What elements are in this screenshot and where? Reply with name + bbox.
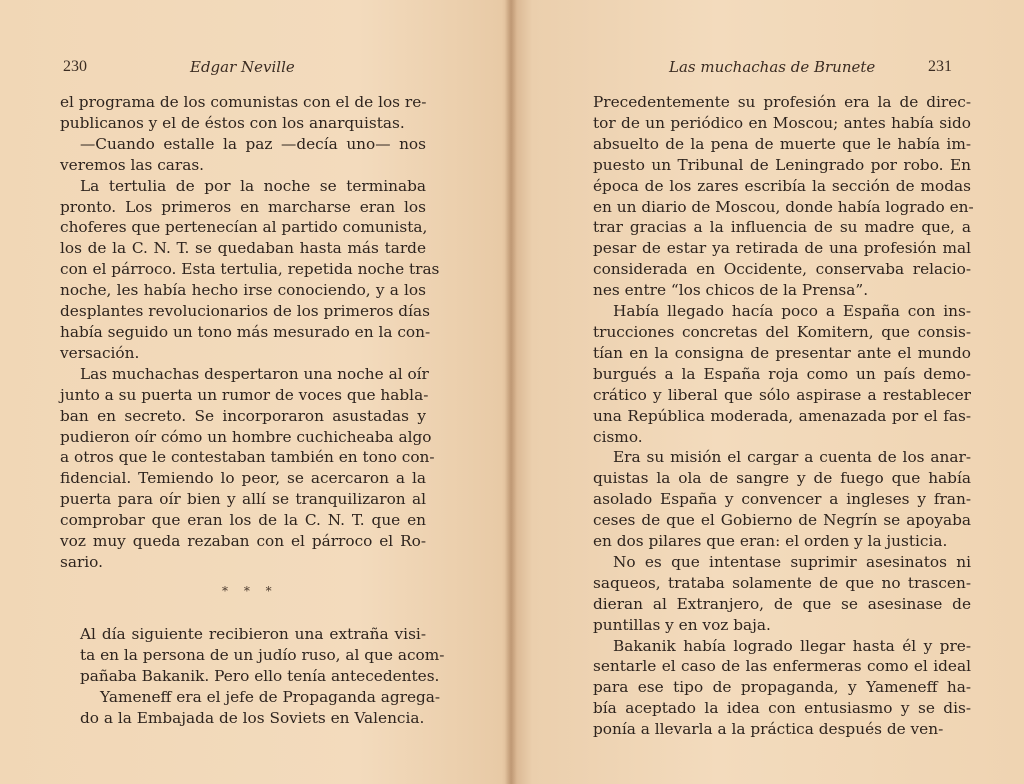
text-line: quistas la ola de sangre y de fuego que había [593, 469, 971, 488]
text-line: choferes que pertenecían al partido comunista, [60, 218, 428, 237]
text-line: pesar de estar ya retirada de una profesión mal [593, 239, 971, 258]
text-line: época de los zares escribía la sección de modas [593, 176, 971, 195]
text-line: puntillas y en voz baja. [593, 615, 771, 634]
text-line: ponía a llevarla a la práctica después de ven- [593, 720, 944, 739]
text-line: Bakanik había logrado llegar hasta él y pre- [613, 636, 971, 655]
right-page [512, 0, 1024, 784]
text-line: bía aceptado la idea con entusiasmo y se dis- [593, 699, 971, 718]
text-line: fidencial. Temiendo lo peor, se acercaron a la [60, 469, 426, 488]
text-line: con el párroco. Esta tertulia, repetida noche tras [60, 260, 440, 279]
right-text-block [593, 92, 974, 740]
text-line: dieran al Extranjero, de que se asesinase de [593, 594, 971, 613]
text-line: considerada en Occidente, conservaba relacio- [593, 260, 971, 279]
text-line: en dos pilares que eran: el orden y la justicia. [593, 532, 948, 551]
text-line: pudieron oír cómo un hombre cuchicheaba algo [60, 427, 432, 446]
text-line: versación. [60, 343, 140, 362]
left-text-block-2 [80, 624, 445, 729]
text-line: había seguido un tono más mesurado en la con- [60, 322, 431, 341]
text-line: ta en la persona de un judío ruso, al que acom- [80, 645, 445, 664]
text-line: puerta para oír bien y allí se tranquilizaron al [60, 490, 426, 509]
text-line: junto a su puerta un rumor de voces que habla- [60, 385, 429, 404]
text-line: para ese tipo de propaganda, y Yameneff ha- [593, 678, 971, 697]
page-number-left: 230 [63, 58, 87, 75]
running-head-author: Edgar Neville [190, 58, 295, 76]
text-line: Había llegado hacía poco a España con ins- [613, 302, 971, 321]
text-line: Yameneff era el jefe de Propaganda agrega- [100, 687, 441, 706]
text-line: publicanos y el de éstos con los anarquistas. [60, 113, 405, 132]
text-line: crático y liberal que sólo aspirase a restablecer [593, 385, 971, 404]
text-line: veremos las caras. [60, 155, 205, 174]
text-line: burgués a la España roja como un país demo- [593, 364, 971, 383]
text-line: comprobar que eran los de la C. N. T. que en [60, 511, 426, 530]
text-line: una República moderada, amenazada por el fas- [593, 406, 971, 425]
text-line: voz muy queda rezaban con el párroco el Ro- [60, 532, 426, 551]
left-page [0, 0, 508, 784]
text-line: trar gracias a la influencia de su madre que, a [593, 218, 971, 237]
text-line: sario. [60, 552, 103, 571]
text-line: sentarle el caso de las enfermeras como el ideal [593, 657, 971, 676]
text-line: ban en secreto. Se incorporaron asustadas y [60, 406, 426, 425]
text-line: Las muchachas despertaron una noche al oír [80, 364, 429, 383]
text-line: tor de un periódico en Moscou; antes había sido [593, 113, 971, 132]
text-line: asolado España y convencer a ingleses y fran- [593, 490, 971, 509]
text-line: saqueos, trataba solamente de que no trascen- [593, 573, 971, 592]
left-text-block-1 [60, 92, 440, 573]
running-head-title: Las muchachas de Brunete [669, 58, 876, 76]
text-line: tían en la consigna de presentar ante el mundo [593, 343, 971, 362]
text-line: a otros que le contestaban también en tono con- [60, 448, 435, 467]
text-line: Al día siguiente recibieron una extraña visi- [80, 625, 426, 643]
text-line: absuelto de la pena de muerte que le había im- [593, 134, 971, 153]
text-line: desplantes revolucionarios de los primeros días [60, 302, 430, 321]
text-line: noche, les había hecho irse conociendo, y a los [60, 281, 426, 300]
page-number-right: 231 [928, 58, 952, 75]
text-line: Era su misión el cargar a cuenta de los anar- [613, 448, 971, 467]
text-line: en un diario de Moscou, donde había logrado en- [593, 197, 974, 216]
text-line: trucciones concretas del Komitern, que consis- [593, 322, 971, 341]
text-line: los de la C. N. T. se quedaban hasta más tarde [60, 239, 426, 258]
text-line: La tertulia de por la noche se terminaba [80, 176, 426, 195]
text-line: do a la Embajada de los Soviets en Valencia. [80, 708, 425, 727]
text-line: Precedentemente su profesión era la de direc- [593, 93, 971, 111]
text-line: —Cuando estalle la paz —decía uno— nos [80, 134, 426, 153]
text-line: pañaba Bakanik. Pero ello tenía antecedentes. [80, 666, 440, 685]
text-line: cismo. [593, 427, 643, 446]
text-line: puesto un Tribunal de Leningrado por robo. En [593, 155, 971, 174]
text-line: nes entre “los chicos de la Prensa”. [593, 281, 869, 300]
text-line: ceses de que el Gobierno de Negrín se apoyaba [593, 511, 971, 530]
text-line: No es que intentase suprimir asesinatos ni [613, 552, 971, 571]
text-line: pronto. Los primeros en marcharse eran los [60, 197, 426, 216]
section-divider: * * * [222, 584, 278, 598]
text-line: el programa de los comunistas con el de los re- [60, 93, 427, 111]
